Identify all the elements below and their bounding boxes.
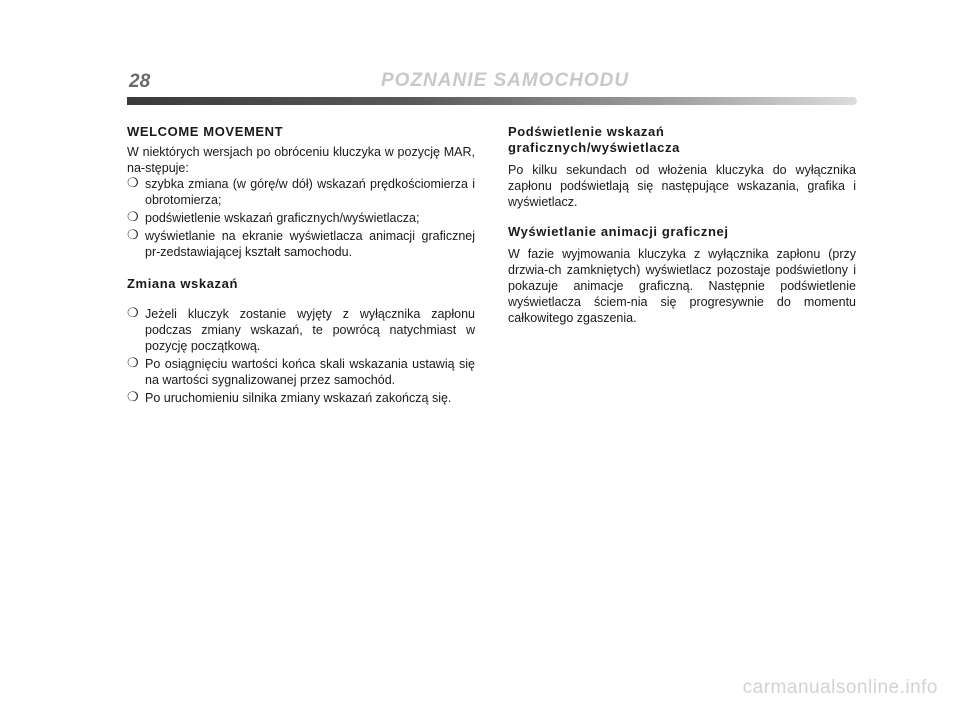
list-item (127, 210, 475, 226)
watermark: carmanualsonline.info (742, 677, 938, 698)
podswietlenie-text: Po kilku sekundach od włożenia kluczyka do wyłącznika zapłonu podświetlają się następujące wskazania, grafika i wyświetlacz. (508, 163, 856, 209)
section-title: POZNANIE SAMOCHODU (381, 70, 630, 91)
page-number: 28 (129, 71, 151, 92)
left-column (127, 124, 475, 408)
animacja-text: W fazie wyjmowania kluczyka z wyłącznika zapłonu (przy drzwia-ch zamkniętych) wyświetlacz pozostaje podświetlony i pokazuje animacje graficzną. Następnie podświetlenie wyświetlacza ściem-nia się progresywnie do momentu całkowitego zgaszenia. (508, 247, 856, 325)
zmiana-wskazan-heading: Zmiana wskazań (127, 276, 238, 291)
welcome-movement-heading: WELCOME MOVEMENT (127, 124, 284, 139)
list-item (127, 356, 475, 388)
bullet-icon: ❍ (127, 175, 139, 190)
list-item (127, 176, 475, 208)
podswietlenie-heading (508, 124, 856, 156)
list-item (127, 306, 475, 354)
right-column (508, 124, 856, 326)
bullet-icon: ❍ (127, 355, 139, 370)
list-item-text: wyświetlanie na ekranie wyświetlacza animacji graficznej pr-zedstawiającej kształt samochodu. (145, 229, 475, 259)
heading-line: Podświetlenie wskazań (508, 124, 665, 139)
list-item-text: Po uruchomieniu silnika zmiany wskazań zakończą się. (145, 391, 452, 405)
welcome-intro: W niektórych wersjach po obróceniu kluczyka w pozycję MAR, na-stępuje: (127, 145, 475, 175)
animacja-heading: Wyświetlanie animacji graficznej (508, 224, 729, 239)
list-item-text: Po osiągnięciu wartości końca skali wskazania ustawią się na wartości sygnalizowanej przez samochód. (145, 357, 475, 387)
list-item-text: podświetlenie wskazań graficznych/wyświetlacza; (145, 211, 420, 225)
welcome-list (127, 176, 475, 260)
zmiana-list (127, 306, 475, 406)
list-item-text: Jeżeli kluczyk zostanie wyjęty z wyłącznika zapłonu podczas zmiany wskazań, te powrócą natychmiast w pozycję początkową. (145, 307, 475, 353)
list-item-text: szybka zmiana (w górę/w dół) wskazań prędkościomierza i obrotomierza; (145, 177, 475, 207)
heading-line: graficznych/wyświetlacza (508, 140, 680, 155)
bullet-icon: ❍ (127, 305, 139, 320)
header-rule (127, 97, 857, 105)
bullet-icon: ❍ (127, 209, 139, 224)
bullet-icon: ❍ (127, 389, 139, 404)
list-item (127, 390, 475, 406)
list-item (127, 228, 475, 260)
bullet-icon: ❍ (127, 227, 139, 242)
